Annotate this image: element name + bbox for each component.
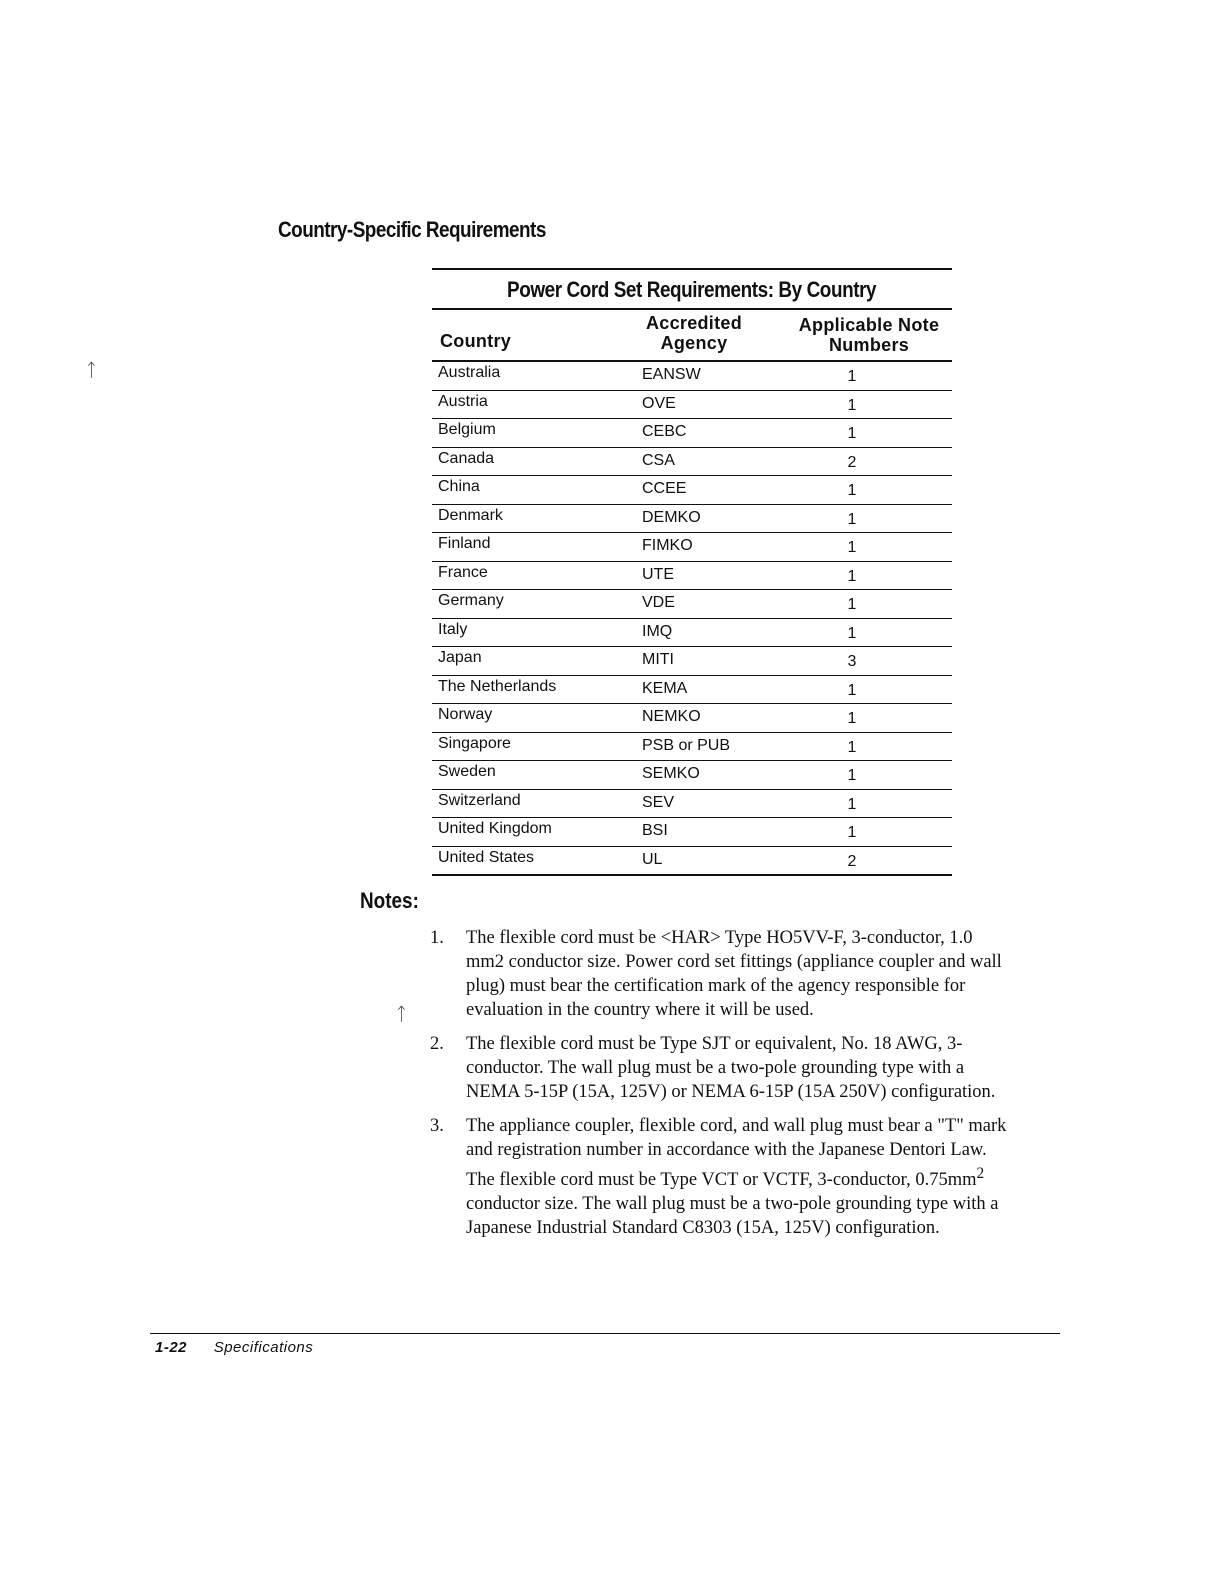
cell-note: 1 <box>847 539 857 556</box>
cell-agency: IMQ <box>642 622 673 640</box>
cell-agency: DEMKO <box>642 508 701 526</box>
cell-country: Finland <box>438 535 491 552</box>
header-country: Country <box>440 331 512 351</box>
cell-country: Norway <box>438 706 493 723</box>
cell-agency: FIMKO <box>642 537 693 554</box>
cell-note: 1 <box>847 596 857 613</box>
table-row <box>432 676 952 705</box>
page-label: Specifications <box>213 1339 314 1356</box>
table-row <box>432 761 952 790</box>
cell-note: 1 <box>847 767 857 784</box>
cell-agency: BSI <box>642 822 668 839</box>
table-row <box>432 619 952 648</box>
footer-rule <box>150 1333 1060 1334</box>
cell-note: 1 <box>847 396 857 414</box>
note-text: The flexible cord must be <HAR> Type HO5VV-F, 3-conductor, 1.0 mm2 conductor size. Power cord set fittings (appliance coupler and wall plug) must bear the certification mark of the agency responsible for evaluation in the country where it will be used. <box>466 928 1002 1020</box>
table-row <box>432 562 952 591</box>
cell-agency: UTE <box>642 565 674 583</box>
page-footer <box>155 1339 313 1356</box>
table-row <box>432 590 952 619</box>
notes-list <box>430 926 1010 1250</box>
cell-country: Austria <box>438 392 488 410</box>
cell-country: United States <box>438 848 535 866</box>
cell-agency: VDE <box>642 594 675 611</box>
note-number: 1. <box>430 928 444 948</box>
cell-note: 3 <box>847 653 857 670</box>
cell-note: 1 <box>847 795 857 813</box>
table-row <box>432 733 952 762</box>
table-row <box>432 647 952 676</box>
page-number: 1-22 <box>155 1339 188 1356</box>
header-agency: Accredited Agency <box>645 313 743 353</box>
note-item <box>430 926 1010 1022</box>
section-title: Country-Specific Requirements <box>278 217 546 242</box>
table-row <box>432 419 952 448</box>
cell-note: 2 <box>847 852 857 870</box>
table-row <box>432 448 952 477</box>
table-row <box>432 476 952 505</box>
table-row <box>432 847 952 877</box>
cell-note: 1 <box>847 710 857 727</box>
cell-country: Japan <box>438 649 482 666</box>
cell-agency: KEMA <box>642 679 688 697</box>
cell-country: Sweden <box>438 763 496 780</box>
cell-agency: OVE <box>642 394 676 412</box>
cell-country: Denmark <box>438 506 503 524</box>
cell-note: 1 <box>847 624 857 642</box>
table-row <box>432 704 952 733</box>
table-header <box>432 310 952 362</box>
cell-country: United Kingdom <box>438 820 552 837</box>
cell-agency: UL <box>642 850 663 868</box>
cell-country: Belgium <box>438 421 496 438</box>
table-row <box>432 505 952 534</box>
table-row <box>432 818 952 847</box>
cell-agency: NEMKO <box>642 708 701 725</box>
cell-country: The Netherlands <box>438 677 557 695</box>
cell-note: 1 <box>847 368 857 385</box>
cell-note: 2 <box>847 453 857 471</box>
cell-note: 1 <box>847 738 857 756</box>
cell-country: Australia <box>438 364 501 381</box>
cell-country: Germany <box>438 592 504 609</box>
cell-note: 1 <box>847 510 857 528</box>
scan-mark: ᛏ <box>396 1004 407 1024</box>
cell-agency: CEBC <box>642 423 687 440</box>
cell-note: 1 <box>847 681 857 699</box>
note-item <box>430 1114 1010 1240</box>
cell-country: Canada <box>438 449 495 467</box>
note-text: The flexible cord must be Type SJT or equivalent, No. 18 AWG, 3-conductor. The wall plug must be a two-pole grounding type with a NEMA 5-15P (15A, 125V) or NEMA 6-15P (15A 250V) configuration. <box>466 1034 996 1102</box>
cell-note: 1 <box>847 425 857 442</box>
cell-agency: CSA <box>642 451 675 469</box>
cell-country: China <box>438 478 480 495</box>
cell-agency: EANSW <box>642 366 701 383</box>
note-text: The appliance coupler, flexible cord, and wall plug must bear a "T" mark and registration number in accordance with the Japanese Dentori Law. The flexible cord must be Type VCT or VCTF, 3-conductor, $0.75mm^2$ conductor size. The wall plug must be a two-pole grounding type with a Japanese Industrial Standard C8303 (15A, 125V) configuration. <box>466 1116 1007 1239</box>
cell-agency: PSB or PUB <box>642 736 731 754</box>
scan-mark: ᛏ <box>86 360 97 380</box>
cell-agency: SEV <box>642 793 675 811</box>
cell-country: Switzerland <box>438 791 521 809</box>
note-number: 3. <box>430 1116 444 1136</box>
power-cord-table <box>432 268 952 876</box>
header-note-numbers: Applicable Note Numbers <box>798 315 940 355</box>
table-body <box>432 362 952 876</box>
table-title: Power Cord Set Requirements: By Country <box>432 268 952 310</box>
table-row <box>432 391 952 420</box>
note-number: 2. <box>430 1034 444 1054</box>
cell-agency: SEMKO <box>642 765 700 782</box>
cell-note: 1 <box>847 824 857 841</box>
cell-agency: CCEE <box>642 480 687 497</box>
table-row <box>432 533 952 562</box>
cell-country: France <box>438 563 488 581</box>
note-item <box>430 1032 1010 1104</box>
table-row <box>432 362 952 391</box>
cell-country: Singapore <box>438 734 511 752</box>
notes-title: Notes: <box>360 888 419 913</box>
cell-note: 1 <box>847 482 857 499</box>
table-row <box>432 790 952 819</box>
cell-agency: MITI <box>642 651 674 668</box>
cell-note: 1 <box>847 567 857 585</box>
cell-country: Italy <box>438 620 468 638</box>
